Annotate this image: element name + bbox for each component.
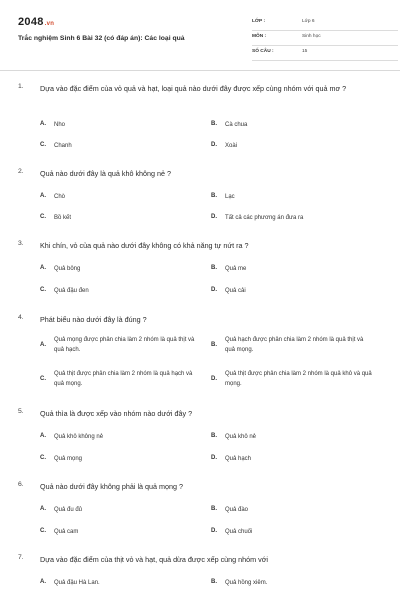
header [18,16,382,64]
meta-row-class [252,16,398,31]
question-5: 5. Quả thìa là được xếp vào nhóm nào dưới đây ? A. Quả khô không nẻ B. Quả khô nẻ C. Quả mọng D. Quả hạch [18,408,380,468]
meta-label: SỐ CÂU : [252,49,274,54]
header-divider [0,70,400,71]
meta-value: 15 [302,49,308,54]
meta-value: Lớp 6 [302,19,315,24]
question-text: Quả nào dưới đây không phải là quả mọng ? [40,482,183,491]
meta-row-count [252,46,398,61]
question-7: 7. Dựa vào đặc điểm của thịt vỏ và hạt, quả dừa được xếp cùng nhóm với A. Quả đậu Hà Lan. B. Quả hồng xiêm. [18,554,380,594]
meta-label: MÔN : [252,34,267,39]
question-number: 1. [18,83,24,90]
question-6: 6. Quả nào dưới đây không phải là quả mọng ? A. Quả đu đủ B. Quả đào C. Quả cam D. Quả chuối [18,481,380,541]
question-2: 2. Quả nào dưới đây là quả khô không nẻ ? A. Chò B. Lạc C. Bồ kết D. Tất cả các phương án đưa ra [18,168,380,228]
quiz-meta [252,16,398,61]
question-text: Khi chín, vỏ của quả nào dưới đây không có khả năng tự nứt ra ? [40,241,249,250]
page-title: Trắc nghiệm Sinh 6 Bài 32 (có đáp án): Các loại quả [18,35,185,42]
site-logo[interactable]: 2048.vn [18,16,55,28]
question-3: 3. Khi chín, vỏ của quả nào dưới đây không có khả năng tự nứt ra ? A. Quả bông B. Quả me C. Quả đậu đen D. Quả cải [18,240,380,300]
question-number: 5. [18,408,24,415]
question-text: Quả nào dưới đây là quả khô không nẻ ? [40,169,172,178]
question-number: 7. [18,554,24,561]
question-text: Quả thìa là được xếp vào nhóm nào dưới đây ? [40,409,193,418]
question-number: 6. [18,481,24,488]
question-number: 3. [18,240,24,247]
question-1: 1. Dựa vào đặc điểm của vỏ quả và hạt, loại quả nào dưới đây được xếp cùng nhóm với quả mơ ? A. Nho B. Cà chua C. Chanh D. Xoài [18,83,380,155]
question-text: Dựa vào đặc điểm của vỏ quả và hạt, loại quả nào dưới đây được xếp cùng nhóm với quả mơ ? [40,84,347,93]
meta-label: LỚP : [252,19,266,24]
meta-value: Sinh học [302,34,321,39]
question-text: Dựa vào đặc điểm của thịt vỏ và hạt, quả dừa được xếp cùng nhóm với [40,555,269,564]
meta-row-subject [252,31,398,46]
question-text: Phát biểu nào dưới đây là đúng ? [40,315,147,324]
question-number: 2. [18,168,24,175]
question-4: 4. Phát biểu nào dưới đây là đúng ? A. Quả mọng được phân chia làm 2 nhóm là quả thịt và quả hạch. B. Quả hạch được phân chia làm 2 nhóm là quả thịt và quả mọng. C. Quả thịt được phân chia làm 2 nhóm là quả hạch và quả mọng. D. Quả thịt được phân chia làm 2 nhóm là quả khô và quả mọng. [18,314,380,396]
question-number: 4. [18,314,24,321]
